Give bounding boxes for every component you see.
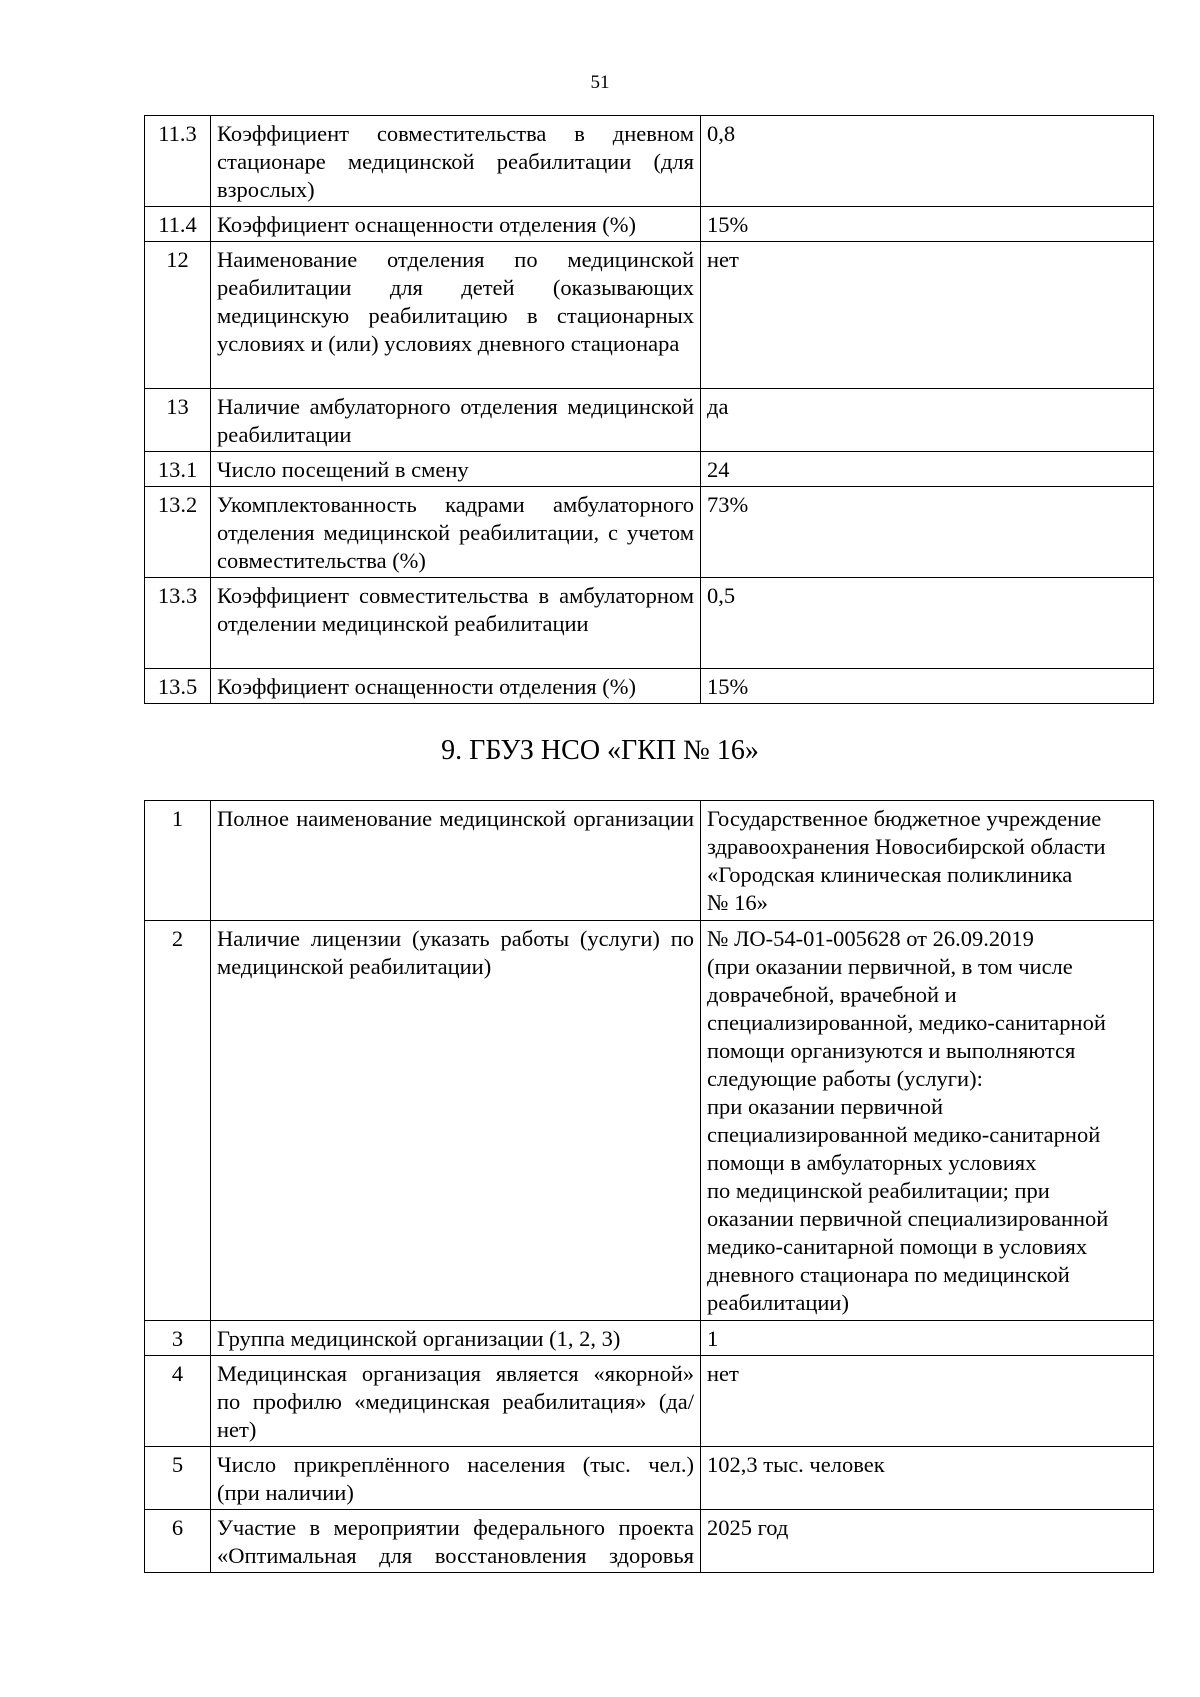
parameter-cell: Коэффициент совместительства в амбулаторном отделении медицинской реабилитации [211, 578, 701, 669]
table-row [145, 1510, 1154, 1573]
row-number: 1 [145, 801, 211, 921]
value-cell [701, 921, 1154, 1321]
value-line: «Городская клиническая поликлиника [707, 862, 1073, 887]
value-line: № ЛО-54-01-005628 от 26.09.2019 [707, 926, 1034, 951]
parameter-cell: Число прикреплённого населения (тыс. чел.) (при наличии) [211, 1447, 701, 1510]
value-cell: 24 [701, 452, 1154, 487]
value-line: следующие работы (услуги): [707, 1066, 983, 1091]
section-title: 9. ГБУЗ НСО «ГКП № 16» [441, 735, 759, 766]
row-number: 4 [145, 1356, 211, 1447]
row-number: 2 [145, 921, 211, 1321]
table-row [145, 1321, 1154, 1356]
value-line: помощи в амбулаторных условиях [707, 1150, 1037, 1175]
value-cell: 15% [701, 207, 1154, 242]
rehab-indicators-table [144, 115, 1154, 704]
value-cell: нет [701, 1356, 1154, 1447]
organization-info-table [144, 800, 1154, 1573]
parameter-cell: Число посещений в смену [211, 452, 701, 487]
table-row [145, 452, 1154, 487]
parameter-cell: Участие в мероприятии федерального проекта «Оптимальная для восстановления здоровья [211, 1510, 701, 1573]
parameter-cell: Группа медицинской организации (1, 2, 3) [211, 1321, 701, 1356]
row-number: 13.3 [145, 578, 211, 669]
value-cell: да [701, 389, 1154, 452]
value-cell: 0,8 [701, 116, 1154, 207]
value-line: реабилитации) [707, 1290, 849, 1315]
value-cell: 1 [701, 1321, 1154, 1356]
row-number: 13.2 [145, 487, 211, 578]
value-line: специализированной медико-санитарной [707, 1122, 1101, 1147]
value-line: Государственное бюджетное учреждение [707, 806, 1102, 831]
row-number: 13 [145, 389, 211, 452]
value-line: № 16» [707, 890, 768, 915]
table-row [145, 669, 1154, 704]
table-row [145, 116, 1154, 207]
parameter-cell: Медицинская организация является «якорной» по профилю «медицинская реабилитация» (да/нет) [211, 1356, 701, 1447]
value-cell: 15% [701, 669, 1154, 704]
parameter-cell: Наименование отделения по медицинской реабилитации для детей (оказывающих медицинскую реабилитацию в стационарных условиях и (или) условиях дневного стационара [211, 242, 701, 389]
value-line: здравоохранения Новосибирской области [707, 834, 1106, 859]
row-number: 13.1 [145, 452, 211, 487]
row-number: 3 [145, 1321, 211, 1356]
parameter-cell: Полное наименование медицинской организации [211, 801, 701, 921]
value-line: при оказании первичной [707, 1094, 943, 1119]
table-row [145, 801, 1154, 921]
value-line: (при оказании первичной, в том числе [707, 954, 1073, 979]
value-cell: нет [701, 242, 1154, 389]
row-number: 6 [145, 1510, 211, 1573]
row-number: 5 [145, 1447, 211, 1510]
parameter-cell: Наличие амбулаторного отделения медицинской реабилитации [211, 389, 701, 452]
row-number: 11.3 [145, 116, 211, 207]
table-row [145, 487, 1154, 578]
table-row [145, 1447, 1154, 1510]
table-row [145, 921, 1154, 1321]
value-line: дневного стационара по медицинской [707, 1262, 1070, 1287]
value-line: по медицинской реабилитации; при [707, 1178, 1050, 1203]
table-row [145, 1356, 1154, 1447]
value-line: оказании первичной специализированной [707, 1206, 1109, 1231]
value-cell: 102,3 тыс. человек [701, 1447, 1154, 1510]
table-row [145, 207, 1154, 242]
table-row [145, 578, 1154, 669]
table-row [145, 242, 1154, 389]
value-line: медико-санитарной помощи в условиях [707, 1234, 1088, 1259]
parameter-cell: Укомплектованность кадрами амбулаторного отделения медицинской реабилитации, с учетом совместительства (%) [211, 487, 701, 578]
parameter-cell: Коэффициент оснащенности отделения (%) [211, 207, 701, 242]
row-number: 11.4 [145, 207, 211, 242]
value-cell [701, 801, 1154, 921]
parameter-cell: Коэффициент оснащенности отделения (%) [211, 669, 701, 704]
parameter-cell: Наличие лицензии (указать работы (услуги) по медицинской реабилитации) [211, 921, 701, 1321]
value-cell: 0,5 [701, 578, 1154, 669]
page-number: 51 [590, 72, 610, 93]
parameter-cell: Коэффициент совместительства в дневном стационаре медицинской реабилитации (для взрослых) [211, 116, 701, 207]
value-line: помощи организуются и выполняются [707, 1038, 1076, 1063]
value-cell: 73% [701, 487, 1154, 578]
row-number: 13.5 [145, 669, 211, 704]
row-number: 12 [145, 242, 211, 389]
value-cell: 2025 год [701, 1510, 1154, 1573]
value-line: специализированной, медико-санитарной [707, 1010, 1106, 1035]
value-line: доврачебной, врачебной и [707, 982, 957, 1007]
table-row [145, 389, 1154, 452]
